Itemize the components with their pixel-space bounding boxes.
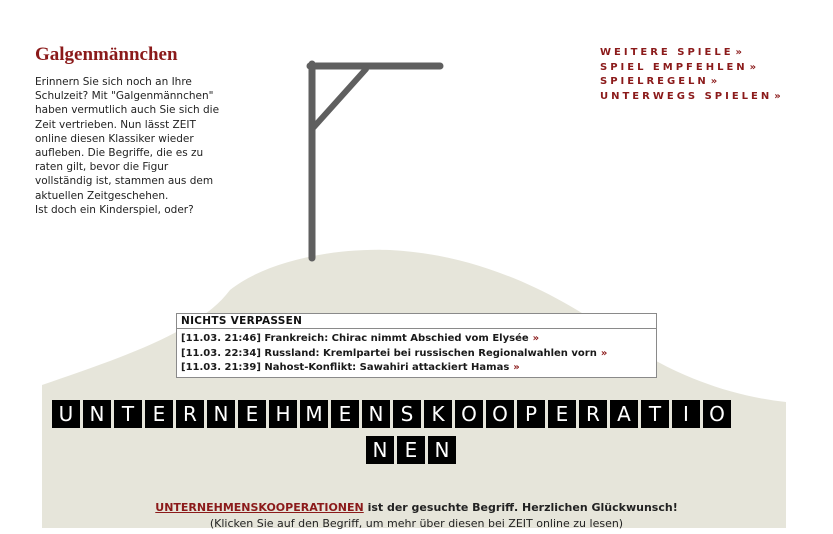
letter-tile[interactable]: R <box>176 400 204 428</box>
letter-tile[interactable]: O <box>486 400 514 428</box>
solution-link[interactable]: UNTERNEHMENSKOOPERATIONEN <box>155 501 364 514</box>
letter-tile[interactable]: M <box>300 400 328 428</box>
letter-tile[interactable]: E <box>331 400 359 428</box>
nav-link-weitere-spiele[interactable]: WEITERE SPIELE » <box>600 47 743 58</box>
nav-link-spiel-empfehlen[interactable]: SPIEL EMPFEHLEN » <box>600 61 757 73</box>
letter-tile[interactable]: E <box>397 436 425 464</box>
intro-text: Erinnern Sie sich noch an Ihre Schulzeit? Mit "Galgenmännchen" haben vermutlich auch Sie sich die Zeit vertrieben. Nun lässt ZEIT online diesen Klassiker wieder aufleben. Die Begriffe, die es zu raten gilt, bevor die Figur vollständig ist, stammen aus dem aktuellen Zeitgeschehen. Ist doch ein Kinderspiel, oder? <box>35 76 220 216</box>
letter-tile[interactable]: H <box>269 400 297 428</box>
letter-tile[interactable]: N <box>366 436 394 464</box>
nav-link-unterwegs-spielen[interactable]: UNTERWEGS SPIELEN » <box>600 90 781 102</box>
letter-tile[interactable]: T <box>641 400 669 428</box>
page-title: Galgenmännchen <box>35 44 178 65</box>
letter-tile[interactable]: N <box>207 400 235 428</box>
letter-tile[interactable]: A <box>610 400 638 428</box>
word-row-1 <box>52 400 731 428</box>
letter-tile[interactable]: R <box>579 400 607 428</box>
news-box <box>176 313 657 378</box>
result-message <box>0 501 833 514</box>
letter-tile[interactable]: K <box>424 400 452 428</box>
news-item-chirac[interactable]: [11.03. 21:46] Frankreich: Chirac nimmt Abschied vom Elysée » <box>181 333 540 344</box>
letter-tile[interactable]: I <box>672 400 700 428</box>
letter-tile[interactable]: E <box>548 400 576 428</box>
news-item-nahost[interactable]: [11.03. 21:39] Nahost-Konflikt: Sawahiri attackiert Hamas » <box>181 362 520 373</box>
news-item-russland[interactable]: [11.03. 22:34] Russland: Kremlpartei bei russischen Regionalwahlen vorn » <box>181 347 608 359</box>
letter-tile[interactable]: P <box>517 400 545 428</box>
letter-tile[interactable]: N <box>83 400 111 428</box>
news-list <box>177 329 656 376</box>
letter-tile[interactable]: E <box>145 400 173 428</box>
letter-tile[interactable]: E <box>238 400 266 428</box>
letter-tile[interactable]: T <box>114 400 142 428</box>
games-nav <box>600 46 781 104</box>
news-header: NICHTS VERPASSEN <box>177 314 656 329</box>
word-row-2 <box>366 436 456 464</box>
letter-tile[interactable]: S <box>393 400 421 428</box>
gallows-icon <box>310 64 440 258</box>
hill-shape <box>42 250 786 528</box>
nav-link-spielregeln[interactable]: SPIELREGELN » <box>600 76 718 87</box>
letter-tile[interactable]: N <box>428 436 456 464</box>
letter-tile[interactable]: U <box>52 400 80 428</box>
letter-tile[interactable]: O <box>455 400 483 428</box>
result-text: ist der gesuchte Begriff. Herzlichen Glückwunsch! <box>363 501 678 514</box>
letter-tile[interactable]: N <box>362 400 390 428</box>
result-hint: (Klicken Sie auf den Begriff, um mehr über diesen bei ZEIT online zu lesen) <box>209 517 624 530</box>
letter-tile[interactable]: O <box>703 400 731 428</box>
